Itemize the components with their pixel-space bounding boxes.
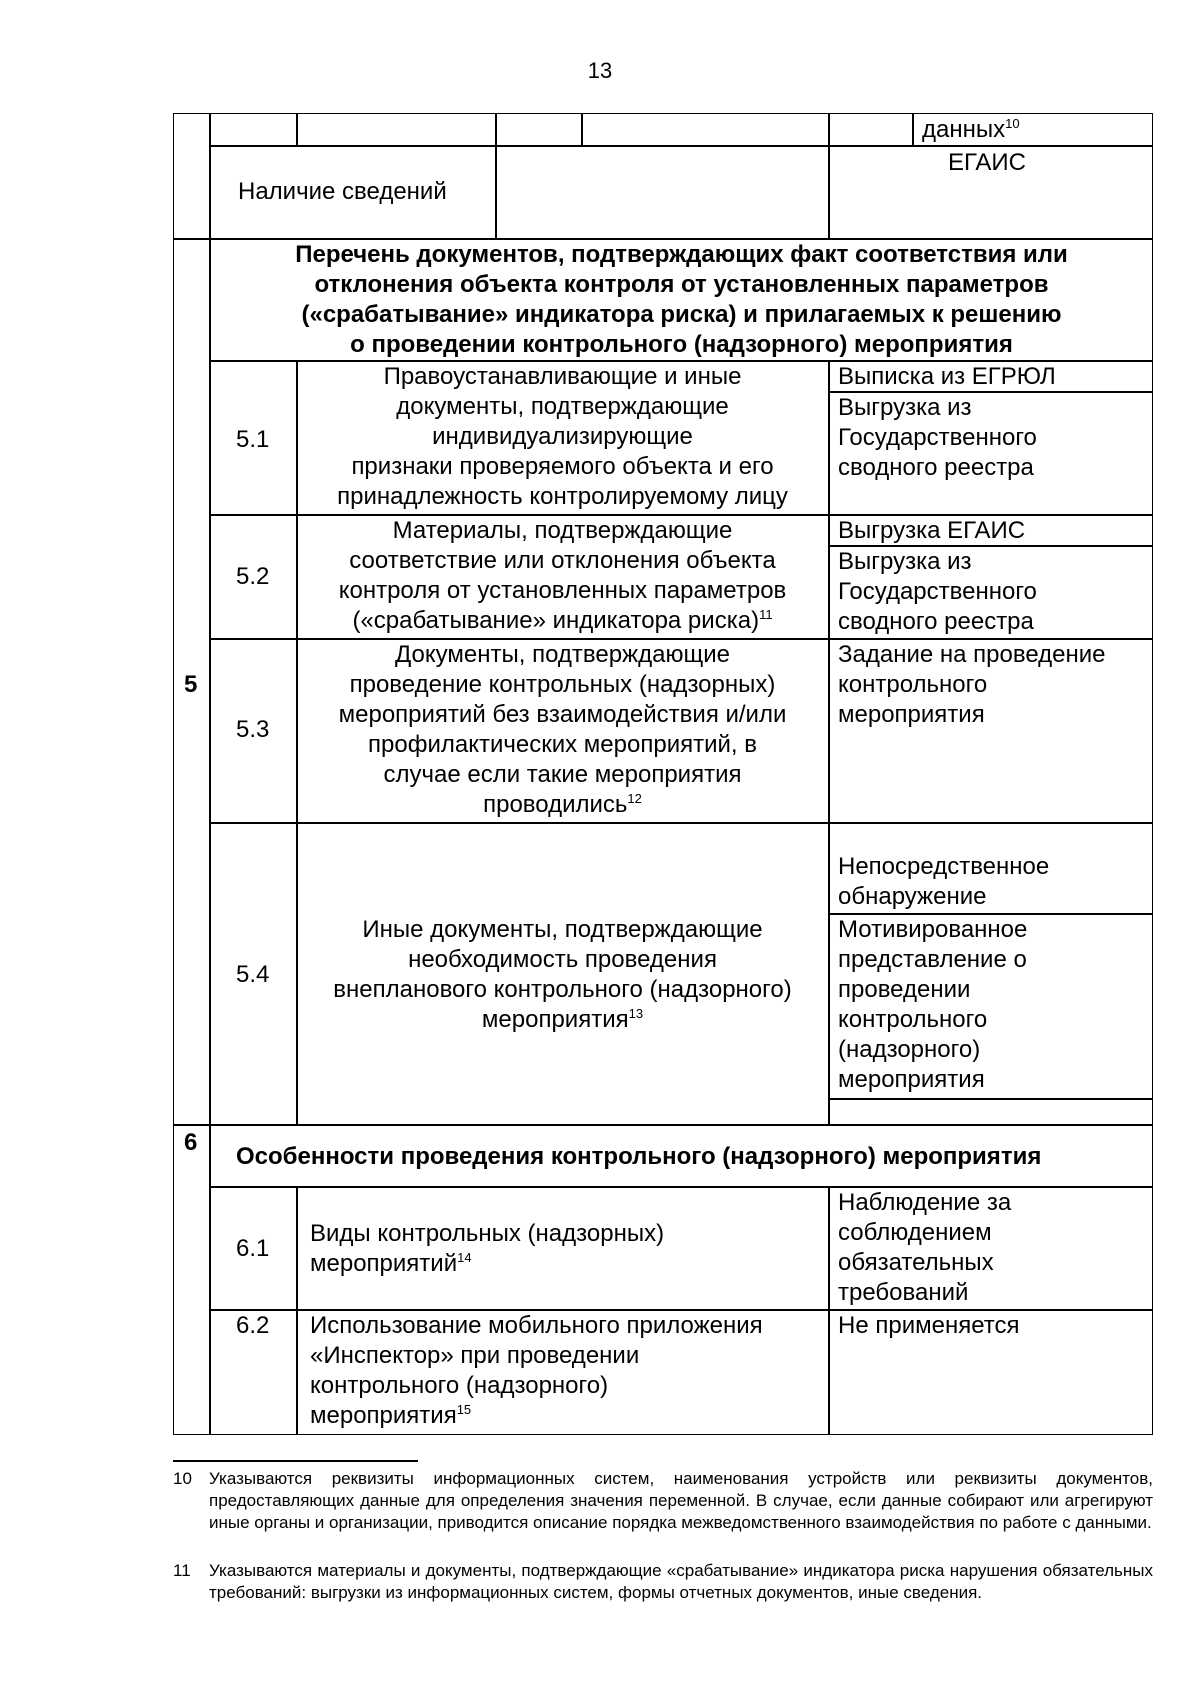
footnote-text: Указываются реквизиты информационных систем, наименования устройств или реквизиты документов, предоставляющих данные для определения значения переменной. В случае, если данные собирают или агрегируют иные органы и организации, приводится описание порядка межведомственного взаимодействия по работе с данными. xyxy=(209,1469,1153,1532)
row-description: Правоустанавливающие и иные документы, подтверждающие индивидуализирующие признаки проверяемого объекта и его принадлежность контролируемому лицу xyxy=(337,363,788,510)
footnote xyxy=(173,1560,1153,1604)
row-value: Выгрузка из Государственного сводного реестра xyxy=(838,548,1037,635)
row-value: Непосредственное обнаружение xyxy=(838,853,1050,910)
footnote-ref: 13 xyxy=(628,1006,644,1021)
row-number: 6.2 xyxy=(236,1312,270,1339)
row-number: 5.3 xyxy=(236,716,270,743)
section-number: 5 xyxy=(184,671,198,698)
row-value: Выгрузка ЕГАИС xyxy=(838,517,1026,544)
col-divider xyxy=(828,360,830,1125)
col-divider xyxy=(912,113,914,146)
availability-value: ЕГАИС xyxy=(948,149,1026,176)
footnote xyxy=(173,1468,1153,1534)
footnote-ref: 11 xyxy=(759,607,773,622)
row-value: Не применяется xyxy=(838,1312,1020,1339)
row-divider xyxy=(173,1124,1153,1126)
footnote-ref: 12 xyxy=(627,791,642,806)
section-number: 6 xyxy=(184,1129,198,1156)
footnote-text: Указываются материалы и документы, подтверждающие «срабатывание» индикатора риска нарушения обязательных требований: выгрузки из информационных систем, формы отчетных документов, иные сведения. xyxy=(209,1561,1153,1602)
row-number: 5.4 xyxy=(236,961,270,988)
page-number: 13 xyxy=(587,58,613,83)
availability-label: Наличие сведений xyxy=(238,178,447,205)
row-description: Материалы, подтверждающие соответствие или отклонения объекта контроля от установленных параметров («срабатывание» индикатора риска)$^{11}$ xyxy=(338,517,787,634)
col-divider xyxy=(581,113,583,146)
row-divider xyxy=(210,145,1153,147)
footnote-number: 11 xyxy=(173,1561,191,1580)
row-value: Мотивированное представление о проведении контрольного (надзорного) мероприятия xyxy=(838,916,1028,1093)
section-heading: Перечень документов, подтверждающих факт соответствия или отклонения объекта контроля от установленных параметров («срабатывание» индикатора риска) и прилагаемых к решению о проведении контрольного (надзорного) мероприятия xyxy=(295,241,1068,358)
row-number: 5.2 xyxy=(236,563,270,590)
row-description: Иные документы, подтверждающие необходимость проведения внепланового контрольного (надзорного) мероприятия$^{13}$ xyxy=(333,916,792,1033)
row-description: Использование мобильного приложения «Инспектор» при проведении контрольного (надзорного) мероприятия$^{15}$ xyxy=(310,1312,763,1429)
data-cell: данных$^{10}$ xyxy=(922,116,1020,143)
row-divider xyxy=(210,822,1153,824)
row-value: Выписка из ЕГРЮЛ xyxy=(838,363,1056,390)
col-divider xyxy=(828,113,830,239)
footnote-number: 10 xyxy=(173,1469,192,1488)
footnote-separator xyxy=(173,1460,418,1462)
col-divider xyxy=(296,113,298,146)
footnote-ref: 15 xyxy=(456,1402,472,1417)
cell-divider xyxy=(829,1098,1153,1100)
row-value: Задание на проведение контрольного мероприятия xyxy=(838,641,1106,728)
col-divider xyxy=(828,1186,830,1435)
row-value: Наблюдение за соблюдением обязательных требований xyxy=(838,1189,1012,1306)
footnote-ref: 14 xyxy=(457,1250,472,1265)
col-divider xyxy=(296,1186,298,1435)
row-divider xyxy=(210,1186,1153,1188)
section-heading: Особенности проведения контрольного (надзорного) мероприятия xyxy=(236,1143,1042,1170)
col-divider xyxy=(495,113,497,239)
row-number: 6.1 xyxy=(236,1235,270,1262)
footnote-ref: 10 xyxy=(1005,116,1020,131)
row-value: Выгрузка из Государственного сводного реестра xyxy=(838,394,1037,481)
row-number: 5.1 xyxy=(236,426,270,453)
row-description: Виды контрольных (надзорных) мероприятий$^{14}$ xyxy=(310,1220,665,1277)
row-description: Документы, подтверждающие проведение контрольных (надзорных) мероприятий без взаимодействия и/или профилактических мероприятий, в случае если такие мероприятия проводились$^{12}$ xyxy=(338,641,787,818)
